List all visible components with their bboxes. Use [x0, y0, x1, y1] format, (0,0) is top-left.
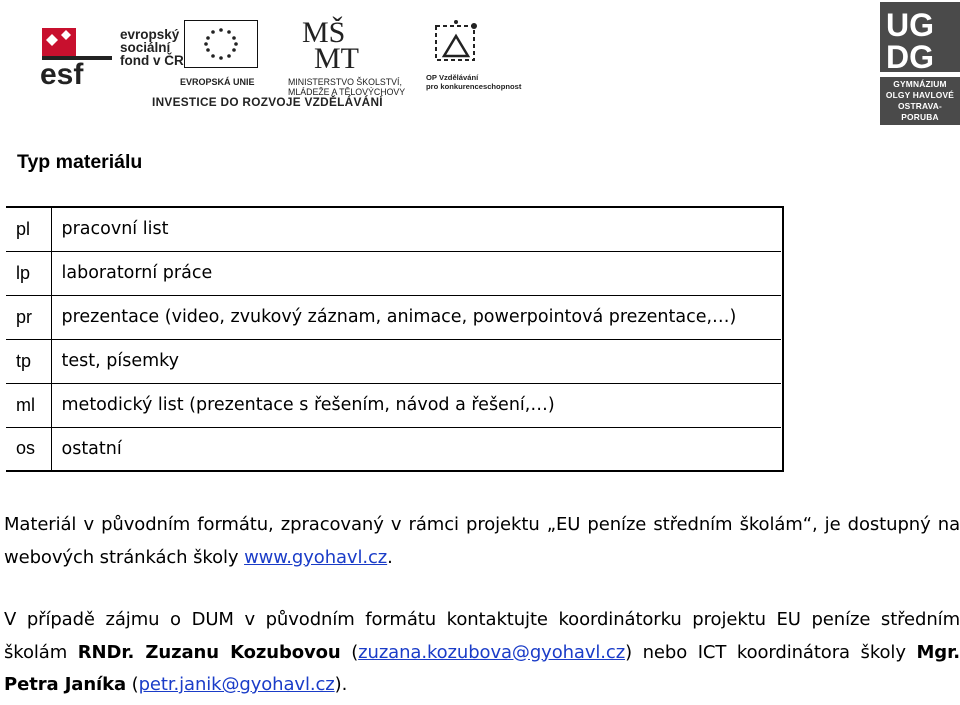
table-row [6, 383, 783, 427]
type-code: pr [6, 295, 51, 339]
availability-paragraph [4, 509, 960, 574]
header-logos [38, 14, 522, 114]
msmt-monogram-icon [300, 16, 380, 70]
contact-close: ). [334, 674, 348, 695]
table-row [6, 295, 783, 339]
type-code: pl [6, 207, 51, 251]
msmt-logo [288, 16, 438, 97]
type-description: prezentace (video, zvukový záznam, animace, powerpointová prezentace,…) [51, 295, 781, 339]
op-logo [426, 18, 536, 91]
type-code: os [6, 427, 51, 471]
coordinator-name: RNDr. Zuzanu Kozubovou [77, 641, 341, 663]
investice-tagline: INVESTICE DO ROZVOJE VZDĚLÁVÁNÍ [152, 95, 383, 109]
material-type-table [6, 206, 784, 472]
type-code: ml [6, 383, 51, 427]
gymnazium-logo [880, 2, 960, 122]
eu-logo [180, 20, 264, 87]
msmt-caption: MINISTERSTVO ŠKOLSTVÍ, MLÁDEŽE A TĚLOVÝCHOVY [288, 77, 406, 97]
type-code: tp [6, 339, 51, 383]
contact-text-2: ) nebo ICT koordinátora školy [625, 641, 917, 663]
eu-caption: EVROPSKÁ UNIE [180, 77, 255, 87]
gymnazium-monogram-icon [880, 2, 960, 72]
availability-end: . [387, 546, 393, 568]
contact-paren-open-1: ( [340, 641, 359, 663]
ict-coordinator-name: Mgr. Petra Janíka [4, 641, 960, 695]
svg-text:MŠ: MŠ [302, 16, 346, 49]
contact-paren-open-2: ( [126, 674, 139, 695]
svg-text:UG: UG [886, 7, 934, 43]
op-caption: OP Vzdělávání pro konkurenceschopnost [426, 73, 522, 91]
type-description: laboratorní práce [51, 251, 781, 295]
school-website-link[interactable]: www.gyohavl.cz [244, 546, 388, 568]
table-row [6, 427, 783, 471]
contact-paragraph [4, 604, 960, 702]
gymnazium-caption: GYMNÁZIUM OLGY HAVLOVÉ OSTRAVA-PORUBA [880, 77, 960, 125]
ict-coordinator-email-link[interactable]: petr.janik@gyohavl.cz [138, 674, 335, 695]
esf-flag-icon [38, 26, 116, 88]
type-description: test, písemky [51, 339, 781, 383]
type-code: lp [6, 251, 51, 295]
table-row [6, 251, 783, 295]
table-row [6, 207, 783, 251]
svg-text:MT: MT [314, 42, 359, 70]
availability-text: Materiál v původním formátu, zpracovaný v rámci projektu „EU peníze středním školám“, je dostupný na webových stránkách školy [4, 514, 960, 568]
svg-text:DG: DG [886, 39, 934, 72]
eu-flag-icon [184, 20, 258, 68]
contact-text-1: V případě zájmu o DUM v původním formátu kontaktujte koordinátorku projektu EU peníze středním školám [4, 609, 960, 663]
type-description: pracovní list [51, 207, 781, 251]
svg-text:esf: esf [40, 58, 84, 88]
type-description: ostatní [51, 427, 781, 471]
section-title: Typ materiálu [17, 151, 143, 173]
coordinator-email-link[interactable]: zuzana.kozubova@gyohavl.cz [358, 641, 626, 663]
op-emblem-icon [430, 18, 482, 66]
type-description: metodický list (prezentace s řešením, návod a řešení,…) [51, 383, 781, 427]
table-row [6, 339, 783, 383]
esf-text: evropský sociální fond v ČR [120, 27, 184, 68]
